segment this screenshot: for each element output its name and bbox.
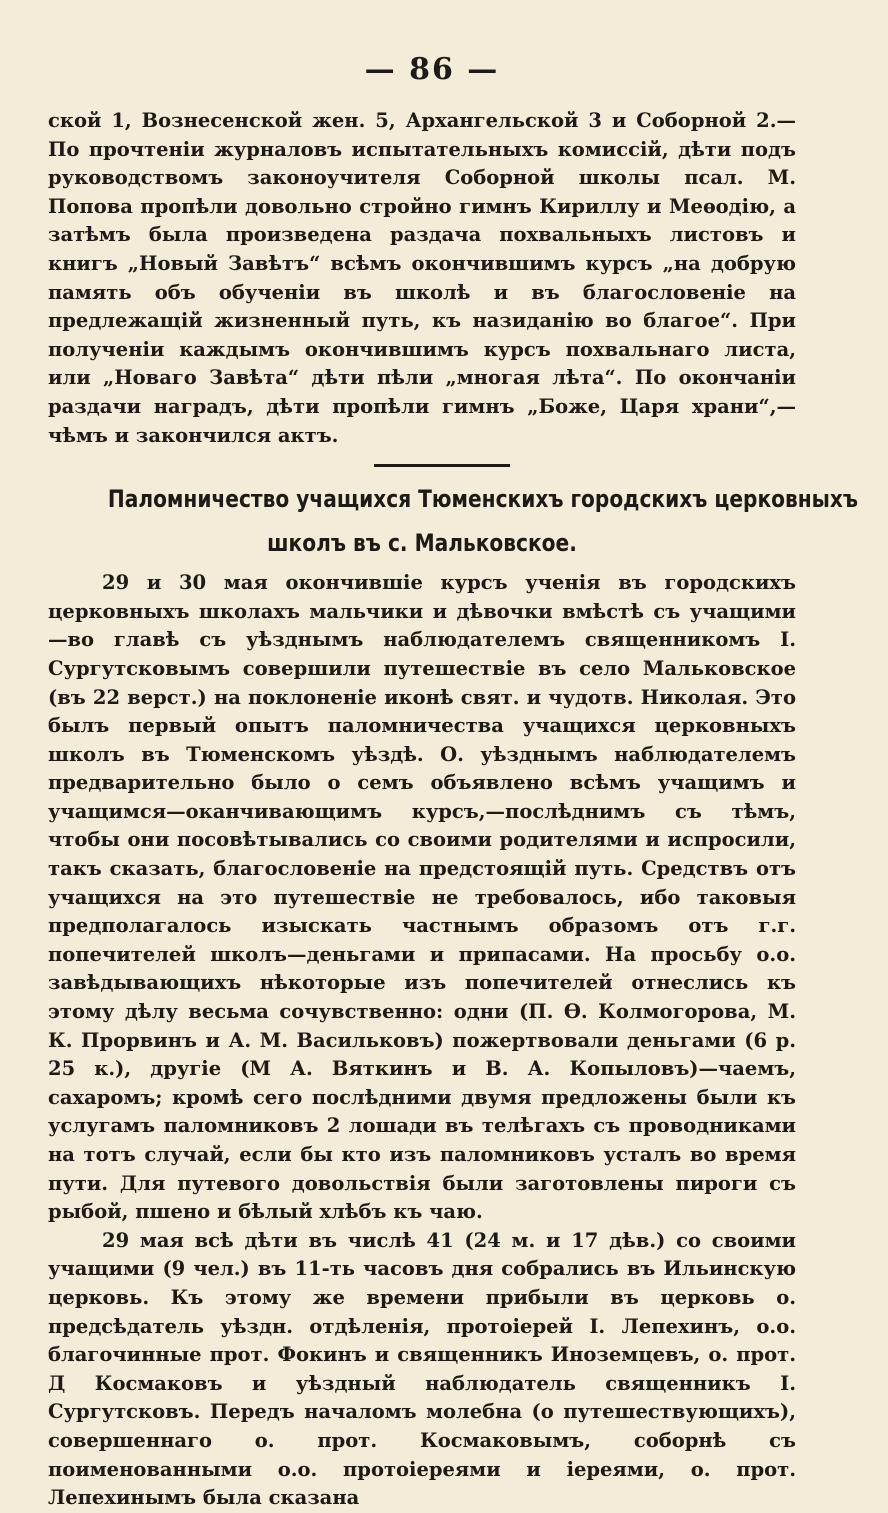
section-divider — [374, 464, 510, 467]
paragraph: 29 мая всѣ дѣти въ числѣ 41 (24 м. и 17 дѣв.) со своими учащими (9 чел.) въ 11-ть часовъ дня собрались въ Ильинскую церковь. Къ этому же времени прибыли въ церковь о. предсѣдатель уѣздн. отдѣленія, протоіерей І. Лепехинъ, о.о. благочинные прот. Фокинъ и священникъ Иноземцевъ, о. прот. Д Космаковъ и уѣздный наблюдатель священникъ І. Сургутсковъ. Передъ началомъ молебна (о путешествующихъ), совершеннаго о. прот. Космаковымъ, соборнѣ съ поименованными о.о. протоіереями и іереями, о. прот. Лепехинымъ была сказана — [48, 1228, 796, 1510]
article-body — [48, 569, 796, 1513]
section-title-line-2: школъ въ с. Мальковское. — [267, 529, 577, 558]
lead-text — [48, 107, 796, 450]
section-heading — [48, 481, 859, 561]
paragraph: 29 и 30 мая окончившіе курсъ ученія въ городскихъ церковныхъ школахъ мальчики и дѣвочки вмѣстѣ съ учащими—во главѣ съ уѣзднымъ наблюдателемъ священникомъ І. Сургутсковымъ совершили путешествіе въ село Мальковское (въ 22 верст.) на поклоненіе иконѣ свят. и чудотв. Николая. Это былъ первый опытъ паломничества учащихся церковныхъ школъ въ Тюменскомъ уѣздѣ. О. уѣзднымъ наблюдателемъ предварительно было о семъ объявлено всѣмъ учащимъ и учащимся—оканчивающимъ курсъ,—послѣднимъ съ тѣмъ, чтобы они посовѣтывались со своими родителями и испросили, такъ сказать, благословеніе на предстоящій путь. Средствъ отъ учащихся на это путешествіе не требовалось, ибо таковыя предполагалось изыскать частнымъ образомъ отъ г.г. попечителей школъ—деньгами и припасами. На просьбу о.о. завѣдывающихъ нѣкоторые изъ попечителей отнеслись къ этому дѣлу весьма сочувственно: одни (П. Ѳ. Колмогорова, М. К. Прорвинъ и А. М. Васильковъ) пожертвовали деньгами (6 р. 25 к.), другіе (М А. Вяткинъ и В. А. Копыловъ)—чаемъ, сахаромъ; кромѣ сего послѣдними двумя предложены были къ услугамъ паломниковъ 2 лошади въ телѣгахъ съ проводниками на тотъ случай, если бы кто изъ паломниковъ усталъ во время пути. Для путевого довольствія были заготовлены пироги съ рыбой, пшено и бѣлый хлѣбъ къ чаю. — [48, 571, 796, 1224]
page-number: — 86 — — [364, 52, 500, 87]
section-title-line-1: Паломничество учащихся Тюменскихъ городскихъ церковныхъ — [107, 485, 859, 514]
lead-paragraph: ской 1, Вознесенской жен. 5, Архангельской 3 и Соборной 2.—По прочтеніи журналовъ испытательныхъ комиссій, дѣти подъ руководствомъ законоучителя Соборной школы псал. М. Попова пропѣли довольно стройно гимнъ Кириллу и Меѳодію, а затѣмъ была произведена раздача похвальныхъ листовъ и книгъ „Новый Завѣтъ“ всѣмъ окончившимъ курсъ „на добрую память объ обученіи въ школѣ и въ благословеніе на предлежащій жизненный путь, къ назиданію во благое“. При полученіи каждымъ окончившимъ курсъ похвальнаго листа, или „Новаго Завѣта“ дѣти пѣли „многая лѣта“. По окончаніи раздачи наградъ, дѣти пропѣли гимнъ „Боже, Царя храни“,—чѣмъ и закончился актъ. — [48, 109, 796, 447]
